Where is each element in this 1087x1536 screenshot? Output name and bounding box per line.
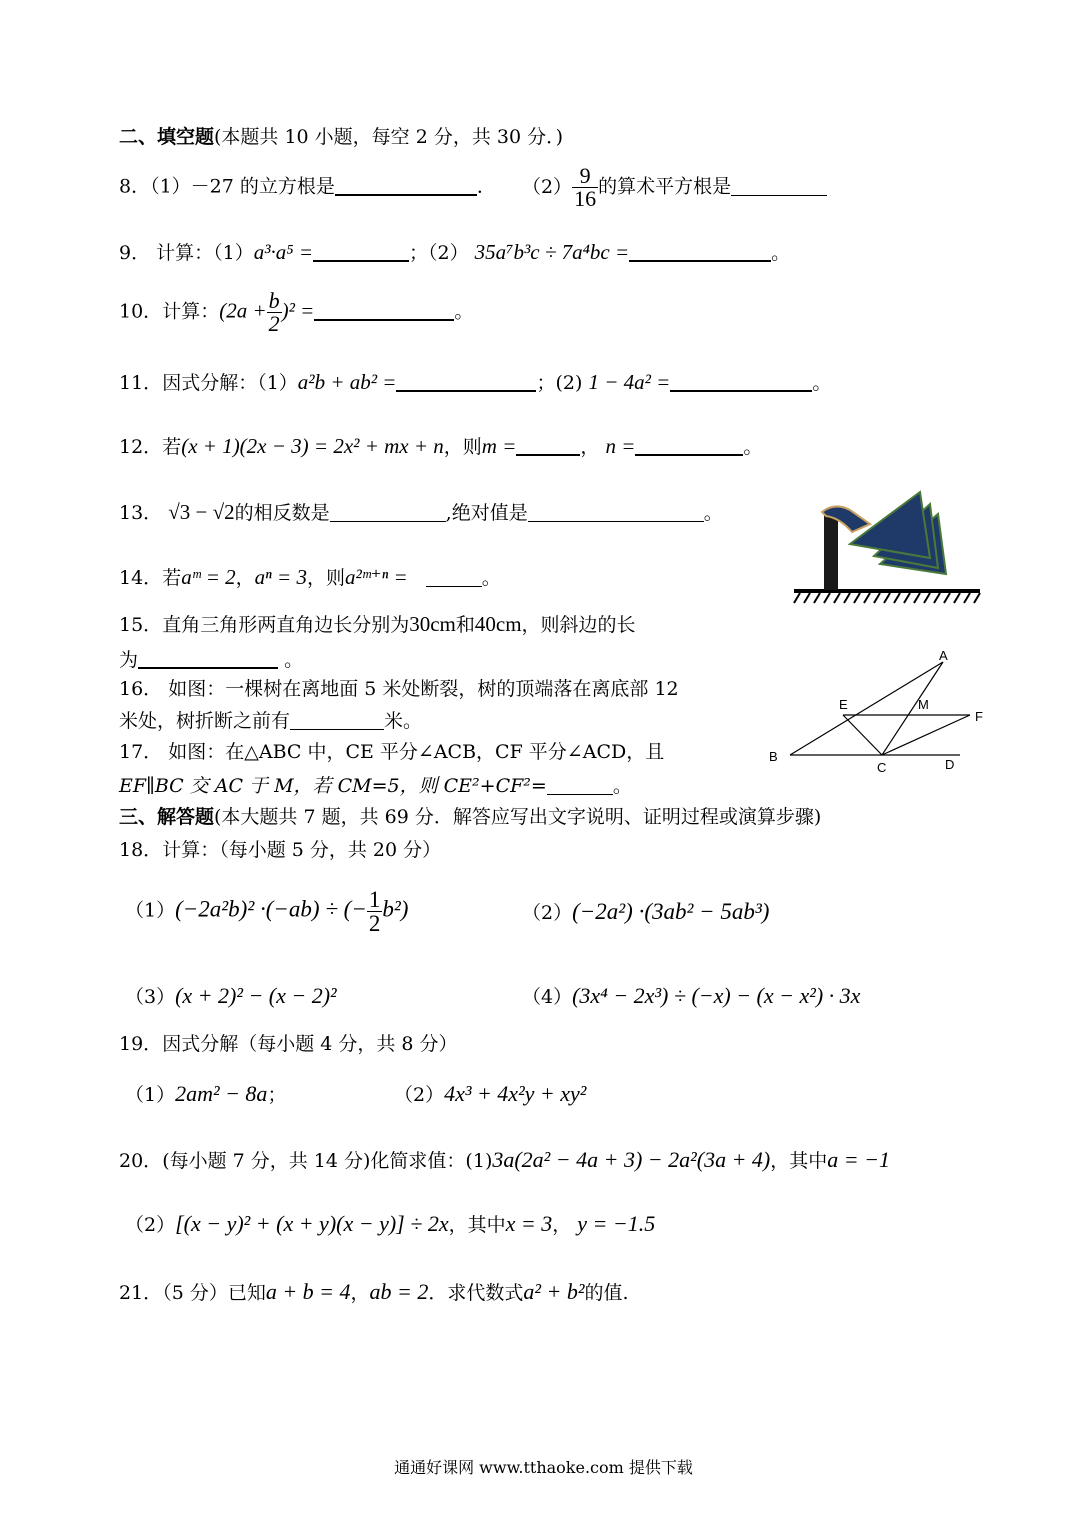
q14-expr-2: aⁿ = 3 <box>254 565 307 589</box>
q14-expr-3: a²ᵐ⁺ⁿ = <box>344 565 408 589</box>
question-21 <box>119 1281 629 1303</box>
q20-p2-label: （2） <box>125 1214 176 1236</box>
question-15 <box>119 614 636 635</box>
question-16 <box>119 680 679 699</box>
q19-p1-label: （1） <box>125 1084 176 1106</box>
section2-heading <box>119 128 563 147</box>
q11-number: 11． <box>119 372 163 394</box>
q16-line2b: 米。 <box>384 710 423 732</box>
q21-expr-2: ab = 2 <box>369 1279 429 1304</box>
q14-mid: ，则 <box>306 567 345 589</box>
q8-frac-den: 16 <box>574 186 597 211</box>
q10-blank[interactable] <box>314 301 454 321</box>
q12-end: 。 <box>743 436 763 458</box>
q8-fraction <box>572 165 598 210</box>
q21-expr-3: a² + b² <box>523 1279 585 1304</box>
q19-p1-end: ； <box>267 1084 287 1106</box>
q18-problem-1 <box>125 888 408 935</box>
q15-text: 直角三角形两直角边长分别为 <box>162 614 410 636</box>
label-M: M <box>918 697 929 712</box>
q19-problem-2 <box>394 1083 586 1105</box>
q21-tail: ．求代数式 <box>428 1282 524 1304</box>
q15-end: 。 <box>284 649 304 671</box>
q12-m: m = <box>481 434 517 458</box>
q9-end: 。 <box>771 242 791 264</box>
q20-p1-value: a = −1 <box>827 1147 890 1172</box>
question-10 <box>119 290 473 335</box>
q18-p1-expr: (−2a²b)² ·(−ab) ÷ (− <box>175 896 367 922</box>
q17-text: 如图：在△ABC 中，CE 平分∠ACB，CF 平分∠ACD，且 <box>168 741 665 763</box>
q16-text: 如图：一棵树在离地面 5 米处断裂，树的顶端落在离底部 12 <box>168 678 679 700</box>
question-12 <box>119 436 762 457</box>
q17-end: 。 <box>612 775 632 797</box>
q16-line2a: 米处，树折断之前有 <box>119 710 291 732</box>
q11-label: 因式分解：（1） <box>162 372 298 394</box>
q20-p1-cond: ，其中 <box>770 1150 828 1172</box>
q8-part1: （1）－27 的立方根是 <box>150 175 335 198</box>
q18-p3-expr: (x + 2)² − (x − 2)² <box>175 983 337 1008</box>
q9-blank-1[interactable] <box>313 242 409 262</box>
broken-tree-figure <box>790 488 985 610</box>
q21-text: （5 分）已知 <box>162 1282 266 1304</box>
q15-value-2: 40cm <box>474 612 522 636</box>
q8-number: 8． <box>119 175 151 198</box>
q12-expr: (x + 1)(2x − 3) = 2x² + mx + n <box>181 434 444 458</box>
question-15-line2 <box>119 649 303 670</box>
q20-problem-2 <box>125 1213 655 1235</box>
question-17-line2 <box>119 776 632 796</box>
q10-number: 10． <box>119 300 163 323</box>
q13-blank-2[interactable] <box>528 503 704 522</box>
q10-expr-1: (2a + <box>219 298 267 323</box>
q10-label: 计算： <box>162 300 220 323</box>
question-11 <box>119 372 831 393</box>
q15-line2: 为 <box>119 649 139 671</box>
q9-sep: ；（2） <box>409 242 469 264</box>
q8-blank-1[interactable] <box>335 176 477 196</box>
q16-number: 16． <box>119 678 163 700</box>
q11-sep: ；(2) <box>536 372 583 394</box>
q13-end: 。 <box>703 502 723 524</box>
q10-expr-2: )² = <box>281 298 315 323</box>
q9-expr-2: 35a⁷b³c ÷ 7a⁴bc = <box>474 240 630 264</box>
q17-number: 17． <box>119 741 163 763</box>
label-F: F <box>975 709 983 724</box>
q21-end: 的值. <box>584 1282 629 1304</box>
q18-p1-label: （1） <box>125 899 176 922</box>
q12-label: 若 <box>162 436 182 458</box>
q9-blank-2[interactable] <box>629 242 771 262</box>
q21-sep: ， <box>350 1282 370 1304</box>
q12-blank-m[interactable] <box>516 436 580 456</box>
q8-sep: ． <box>476 175 496 198</box>
q18-problem-4 <box>522 985 860 1007</box>
q15-and: 和 <box>455 614 475 636</box>
q15-value-1: 30cm <box>409 612 456 636</box>
q19-number: 19． <box>119 1033 163 1055</box>
q13-part2: ,绝对值是 <box>445 502 528 524</box>
q9-number: 9． <box>119 242 151 264</box>
section3-heading <box>119 808 821 827</box>
q18-problem-3 <box>125 985 337 1007</box>
q19-p2-label: （2） <box>394 1084 445 1106</box>
q14-sep: ， <box>235 567 255 589</box>
q10-end: 。 <box>454 300 474 323</box>
q20-number: 20． <box>119 1150 163 1172</box>
section2-note: (本题共 10 小题，每空 2 分，共 30 分．) <box>214 126 564 148</box>
q14-expr-1: aᵐ = 2 <box>181 565 236 589</box>
question-18 <box>119 841 441 860</box>
q18-number: 18． <box>119 839 163 861</box>
q13-number: 13． <box>119 502 163 524</box>
q19-problem-1 <box>125 1083 286 1105</box>
label-C: C <box>877 760 887 775</box>
q12-mid: ，则 <box>443 436 482 458</box>
q8-frac-num: 9 <box>579 163 591 188</box>
q18-p1-frac-den: 2 <box>368 911 381 936</box>
q18-label: 计算：（每小题 5 分，共 20 分） <box>162 839 442 861</box>
q15-number: 15． <box>119 614 163 636</box>
question-17 <box>119 743 664 762</box>
q13-blank-1[interactable] <box>330 503 446 522</box>
section2-title: 二、填空题 <box>119 126 215 148</box>
question-16-line2 <box>119 711 422 731</box>
q21-expr-1: a + b = 4 <box>265 1279 351 1304</box>
q11-blank-2[interactable] <box>670 372 812 392</box>
q18-p4-label: （4） <box>522 986 573 1008</box>
question-20 <box>119 1149 890 1171</box>
q14-end: 。 <box>481 567 501 589</box>
q20-p2-value-1: x = 3 <box>505 1211 553 1236</box>
q14-number: 14． <box>119 567 163 589</box>
q14-blank[interactable] <box>426 568 482 587</box>
q12-blank-n[interactable] <box>635 436 743 456</box>
q19-p1-expr: 2am² − 8a <box>175 1081 268 1106</box>
q9-expr-1: a³·a⁵ = <box>253 240 314 264</box>
page-footer: 通通好课网 www.tthaoke.com 提供下载 <box>394 1458 693 1477</box>
q13-expr: √3 − √2 <box>168 500 235 524</box>
q21-number: 21． <box>119 1282 163 1304</box>
q10-fraction <box>267 290 282 335</box>
q8-part3: 的算术平方根是 <box>598 175 732 198</box>
section3-title: 三、解答题 <box>119 806 215 828</box>
q8-blank-2[interactable] <box>731 177 827 196</box>
q18-p4-expr: (3x⁴ − 2x³) ÷ (−x) − (x − x²) · 3x <box>572 983 861 1008</box>
q18-p1-fraction <box>367 888 383 935</box>
q20-p2-value-2: y = −1.5 <box>577 1211 656 1236</box>
q11-end: 。 <box>812 372 832 394</box>
q8-part2: （2） <box>521 175 573 198</box>
q20-p1-expr: 3a(2a² − 4a + 3) − 2a²(3a + 4) <box>492 1147 771 1172</box>
q11-expr-2: 1 − 4a² = <box>588 370 671 394</box>
q15-blank[interactable] <box>138 649 278 669</box>
label-A: A <box>939 648 948 663</box>
q16-blank[interactable] <box>290 711 384 730</box>
question-19 <box>119 1035 458 1054</box>
q17-line2: EF∥BC 交 AC 于 M，若 CM=5，则 CE²+CF²= <box>119 775 547 797</box>
question-13 <box>119 502 723 523</box>
segment-EC <box>843 715 882 755</box>
q10-frac-num: b <box>268 288 280 313</box>
q18-p2-expr: (−2a²) ·(3ab² − 5ab³) <box>572 899 770 924</box>
q12-number: 12． <box>119 436 163 458</box>
q18-p1-tail: b²) <box>382 896 409 922</box>
q18-problem-2 <box>522 900 769 923</box>
question-14 <box>119 567 501 588</box>
q18-p2-label: （2） <box>522 902 573 924</box>
q11-expr-1: a²b + ab² = <box>297 370 397 394</box>
q13-part1: 的相反数是 <box>234 502 330 524</box>
ground-hatching <box>794 593 980 603</box>
q18-p1-frac-num: 1 <box>368 887 381 912</box>
q19-p2-expr: 4x³ + 4x²y + xy² <box>444 1081 587 1106</box>
question-9 <box>119 242 790 263</box>
section3-note: (本大题共 7 题，共 69 分．解答应写出文字说明、证明过程或演算步骤) <box>214 806 822 828</box>
q20-p2-expr: [(x − y)² + (x + y)(x − y)] ÷ 2x <box>175 1211 449 1236</box>
q12-n: n = <box>605 434 636 458</box>
q17-blank[interactable] <box>547 776 613 795</box>
q9-label: 计算：（1） <box>156 242 254 264</box>
q11-blank-1[interactable] <box>396 372 536 392</box>
label-D: D <box>945 757 955 772</box>
q20-p2-cond: ，其中 <box>448 1214 506 1236</box>
q20-label: (每小题 7 分，共 14 分)化简求值：(1) <box>162 1150 493 1172</box>
q19-label: 因式分解（每小题 4 分，共 8 分） <box>162 1033 458 1055</box>
q18-p3-label: （3） <box>125 986 176 1008</box>
q14-label: 若 <box>162 567 182 589</box>
triangle-figure <box>765 645 987 775</box>
q10-frac-den: 2 <box>268 311 280 336</box>
question-8 <box>119 165 827 210</box>
q20-p2-sep: ， <box>552 1214 572 1236</box>
q15-tail: ，则斜边的长 <box>521 614 636 636</box>
q12-sep: ， <box>580 436 600 458</box>
label-B: B <box>769 749 778 764</box>
tree-trunk <box>824 510 838 590</box>
label-E: E <box>839 697 848 712</box>
